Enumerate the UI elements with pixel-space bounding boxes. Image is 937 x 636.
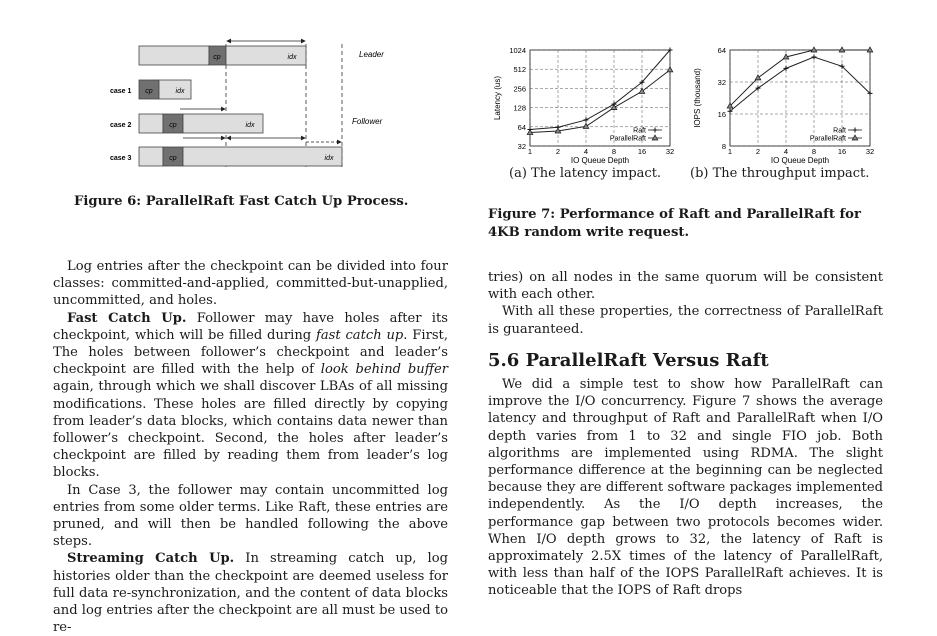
y-axis-label: Latency (us) [493,75,502,121]
legend-label: ParallelRaft [809,135,846,143]
legend-marker-raft [853,128,858,133]
left-paragraph-4 [53,550,448,636]
fast-catch-up-heading: Fast Catch Up. [67,310,187,326]
right-paragraph-3: We did a simple test to show how ParallelRaft can improve the I/O concurrency. Figure 7 shows the average latency and throughput of Raft and ParallelRaft when I/O depth varies from 1 to 32 and single FIO job. Both algorithms are implemented using RDMA. The slight performance difference at the beginning can be neglected because they are different software packages implemented independently. As the I/O depth increases, the performance gap between two protocols becomes wider. When I/O depth grows to 32, the latency of Raft is approximately 2.5X times of the latency of ParallelRaft, with less than half of the IOPS ParallelRaft achieves. It is noticeable that the IOPS of Raft drops [488,377,883,599]
y-tick-label: 64 [517,122,526,132]
y-tick-label: 16 [717,110,726,119]
leader-idx-label: idx [287,54,297,61]
case2-cp-label: cp [169,122,177,129]
x-tick-label: 32 [865,147,875,156]
subcaption-b: (b) The throughput impact. [690,166,870,181]
figure7-caption-line1: Figure 7: Performance of Raft and ParallelRaft for [488,207,861,222]
figure6-diagram [100,30,400,180]
x-tick-label: 16 [837,147,847,156]
series-line-parallelraft [530,70,670,133]
y-tick-label: 1024 [509,46,526,55]
right-paragraph-1: tries) on all nodes in the same quorum will be consistent with each other. [488,270,883,303]
left-paragraph-1: Log entries after the checkpoint can be divided into four classes: committed-and-applied, committed-but-unapplied, uncommitted, and holes. [53,259,448,309]
p2-text-b: . First, The holes between follower’s checkpoint and leader’s checkpoint are filled with the help of [53,327,448,378]
x-tick-label: 1 [727,147,733,156]
x-tick-label: 8 [811,147,817,156]
legend-marker-parallelraft [652,135,658,140]
throughput-chart [686,38,886,168]
x-tick-label: 2 [755,147,761,156]
x-tick-label: 16 [637,147,647,156]
p2-emphasis-1: fast catch up [315,327,404,343]
p2-text-a: Follower may have holes after its checkpoint, which will be filled during [53,310,448,343]
follower-role-label: Follower [352,117,383,126]
leader-role-label: Leader [359,50,384,59]
p2-text-c: again, through which we shall discover LBAs of all missing modifications. These holes are filled directly by copying from leader’s data blocks, which contains data newer than follower’s checkpoint. Second, the holes after leader’s checkpoint are filled by reading them from leader’s log blocks. [53,379,448,481]
y-axis-label: IOPS (thousand) [693,68,702,128]
case2-label: case 2 [110,122,132,129]
p2-emphasis-2: look behind buffer [320,362,448,378]
case1-idx-label: idx [175,88,185,95]
latency-chart [486,38,686,168]
series-line-parallelraft [730,50,870,106]
x-tick-label: 4 [583,147,589,156]
case1-label: case 1 [110,88,132,95]
left-paragraph-3: In Case 3, the follower may contain uncommitted log entries from some older terms. Like Raft, these entries are pruned, and will then be handled following the above steps. [53,482,448,550]
data-point-raft [812,54,817,59]
x-tick-label: 4 [783,147,789,156]
legend-label: Raft [633,127,646,135]
case1-row [110,80,191,99]
right-column-top [488,269,883,338]
right-column-bottom [488,376,883,600]
left-paragraph-2 [53,310,448,482]
y-tick-label: 32 [517,142,526,151]
y-tick-label: 512 [513,65,526,75]
x-tick-label: 8 [611,147,617,156]
data-point-parallelraft [755,75,761,80]
leader-cp-label: cp [213,54,221,61]
case1-cp-label: cp [145,88,153,95]
subcaption-a: (a) The latency impact. [509,166,662,181]
legend-label: ParallelRaft [609,135,646,143]
legend-label: Raft [833,127,846,135]
legend-marker-raft [653,128,658,133]
x-tick-label: 32 [665,147,675,156]
p4-text: In streaming catch up, log histories older than the checkpoint are deemed useless for full data re-synchronization, and the content of data blocks and log entries after the checkpoint are all must be used to re- [53,551,448,636]
data-point-parallelraft [583,123,589,128]
series-line-raft [730,57,870,111]
x-tick-label: 1 [527,147,533,156]
section-title: 5.6 ParallelRaft Versus Raft [488,350,769,371]
x-tick-label: 2 [555,147,561,156]
figure7-caption [488,206,888,242]
legend-marker-parallelraft [852,135,858,140]
left-column [53,258,448,636]
y-tick-label: 32 [717,78,726,87]
data-point-parallelraft [667,67,673,72]
x-axis-label: IO Queue Depth [770,156,830,165]
figure7-caption-line2: 4KB random write request. [488,225,690,240]
y-tick-label: 64 [717,46,726,55]
case3-label: case 3 [110,155,132,162]
figure6-caption: Figure 6: ParallelRaft Fast Catch Up Process. [74,194,409,209]
case3-idx-label: idx [324,155,334,162]
data-point-raft [584,117,589,122]
x-axis-label: IO Queue Depth [570,156,630,165]
case3-cp-label: cp [169,155,177,162]
series-line-raft [530,50,670,130]
y-tick-label: 128 [513,103,526,113]
streaming-catch-up-heading: Streaming Catch Up. [67,551,235,567]
data-point-parallelraft [639,88,645,93]
y-tick-label: 8 [721,142,726,151]
case2-idx-label: idx [245,122,255,129]
plot-frame [730,50,870,146]
right-paragraph-2: With all these properties, the correctness of ParallelRaft is guaranteed. [488,304,883,337]
leader-row [139,41,384,65]
y-tick-label: 256 [513,84,526,94]
